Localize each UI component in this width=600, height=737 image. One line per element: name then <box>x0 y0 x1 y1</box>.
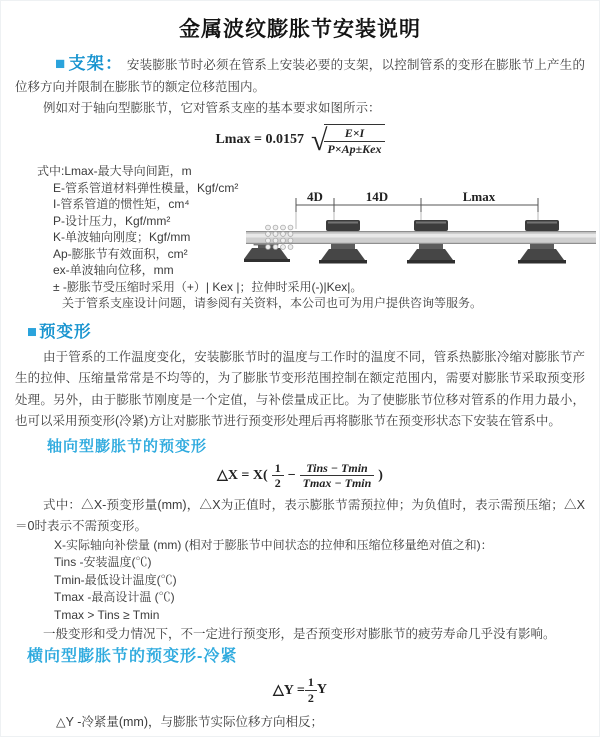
half-denominator: 2 <box>274 476 281 490</box>
lateral-formula-rhs: Y <box>316 682 327 697</box>
dim-label-lmax: Lmax <box>462 189 496 204</box>
support-text: 安装膨胀节时必须在管系上安装必要的支架，以控制管系的变形在膨胀节上产生的位移方向并限制在膨胀节的额定位移范围内。 <box>15 58 585 94</box>
definition-line: Tmax -最高设计温 (℃) <box>54 590 175 604</box>
page-title: 金属波纹膨胀节安装说明 <box>179 18 421 41</box>
definition-line: ± -膨胀节受压缩时采用（+）| Kex |；拉伸时采用(-)|Kex|。 <box>53 279 363 294</box>
lmax-radicand <box>324 124 384 156</box>
definition-line: X-实际轴向补偿量 (mm) (相对于膨胀节中间状态的拉伸和压缩位移量绝对值之和)： <box>54 537 493 552</box>
definition-line: P-设计压力，Kgf/mm² <box>53 213 171 228</box>
definition-line: ex-单波轴向位移，mm <box>53 263 174 277</box>
section-square-icon: ■ <box>27 322 38 341</box>
axial-note: 式中：△X-预变形量(mm)，△X为正值时，表示膨胀节需预拉伸；为负值时，表示需预压缩；△X＝0时表示不需预变形。 <box>15 497 585 533</box>
section-square-icon: ■ <box>55 54 67 73</box>
definition-line: 式中:Lmax-最大导向间距，m <box>37 164 192 178</box>
axial-formula-lhs: △X = X( <box>217 468 268 483</box>
definition-line: I-管系管道的惯性矩，cm⁴ <box>53 197 190 211</box>
lmax-denominator: P×Ap±Kex <box>327 141 382 156</box>
lmax-formula-lhs: Lmax = 0.0157 <box>215 132 304 147</box>
predeform-paragraph: 由于管系的工作温度变化，安装膨胀节时的温度与工作时的温度不同，管系热膨胀冷缩对膨胀节产生的拉伸、压缩量常常是不均等的，为了膨胀节变形范围控制在额定范围内，需要对膨胀节采取预变形处理。另外，由于膨胀节刚度是一个定值，与补偿量成正比。为了使膨胀节位移对管系的作用力最小，也可以采用预变形(冷紧)方让对膨胀节进行预变形处理后再将膨胀节在预变形状态下安装在管系中。 <box>15 349 585 428</box>
support-paragraph <box>15 53 585 98</box>
definition-line: Tmin-最低设计温度(℃) <box>54 572 177 587</box>
one-half-fraction <box>272 461 284 491</box>
section-heading-support <box>55 54 123 73</box>
dimension-line <box>296 198 538 212</box>
axial-formula-rhs: ) <box>378 467 383 483</box>
definition-line: Ap-膨胀节有效面积，cm² <box>53 246 188 261</box>
definition-line: E-管系管道材料弹性模量，Kgf/cm² <box>53 180 239 195</box>
axial-subtitle: 轴向型膨胀节的预变形 <box>47 437 208 455</box>
minus-sign: − <box>287 467 296 483</box>
lmax-fraction <box>324 126 384 156</box>
half-numerator: 1 <box>272 461 284 476</box>
definition-line: Tins -安装温度(℃) <box>54 555 152 569</box>
dim-label-4d: 4D <box>307 189 323 204</box>
lateral-subtitle: 横向型膨胀节的预变形-冷紧 <box>27 648 238 665</box>
one-half-fraction <box>305 675 317 705</box>
definition-line: Tmax > Tins ≥ Tmin <box>54 607 160 622</box>
temperature-fraction <box>300 461 375 491</box>
pipe <box>246 231 596 244</box>
lateral-formula-lhs: △Y = <box>273 682 305 698</box>
section-heading-predeform <box>27 322 599 343</box>
dim-label-14d: 14D <box>365 189 389 204</box>
half-numerator: 1 <box>305 675 317 690</box>
axial-formula <box>1 459 599 493</box>
lateral-formula <box>1 674 599 706</box>
section-heading-support-label: 支架： <box>68 54 124 73</box>
lmax-numerator: E×I <box>324 126 384 141</box>
definition-line: K-单波轴向刚度；Kgf/mm <box>53 230 191 244</box>
temp-denominator: Tmax − Tmin <box>302 476 372 490</box>
lateral-note: △Y -冷紧量(mm)，与膨胀节实际位移方向相反； <box>56 715 324 729</box>
example-text: 例如对于轴向型膨胀节，它对管系支座的基本要求如图所示： <box>43 101 381 115</box>
diagram-svg <box>244 189 598 293</box>
axial-definition-lines <box>54 537 599 625</box>
section-heading-predeform-label: 预变形 <box>38 322 92 341</box>
definition-line: 关于管系支座设计问题，请参阅有关资料，本公司也可为用户提供咨询等服务。 <box>62 296 483 310</box>
general-remark: 一般变形和受力情况下，不一定进行预变形，是否预变形对膨胀节的疲劳寿命几乎没有影响。 <box>43 627 556 641</box>
half-denominator: 2 <box>307 690 314 705</box>
lmax-formula: Lmax = 0.0157 √ $\frac{E\times I}{\text{P×Ap±Kex}}$ <box>1 123 599 157</box>
support-requirement-diagram <box>244 189 598 293</box>
temp-numerator: Tins − Tmin <box>300 461 375 476</box>
